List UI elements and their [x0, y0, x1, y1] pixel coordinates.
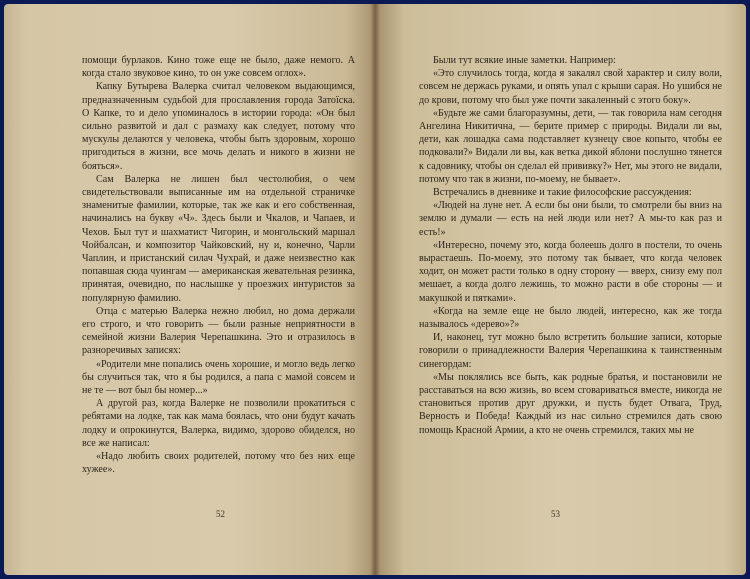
right-paragraph: «Мы поклялись все быть, как родные братья, и постановили не расставаться на всю жизнь, во всем сговариваться вместе, никогда не становиться против друг дружки, и пусть будет Отвага, Труд, Верность и Победа! Каждый из нас сильно стремился дать свою помощь Красной Армии, а кто не очень стремился, таких мы не: [419, 371, 722, 436]
book-spread: [4, 4, 746, 575]
left-paragraph: Капку Бутырева Валерка считал человеком выдающимся, предназначенным судьбой для прославления города Затоїска. О Капке, то и дело упоминалось в истории города: «Он был сильно развитой и дал с размаху как следует, потому что мускулы делаются у человека, чтобы быть здоровым, хорошо пригодиться в жизни, все мочь делать и никого в жизни не бояться».: [82, 81, 355, 172]
left-paragraph: Сам Валерка не лишен был честолюбия, о чем свидетельствовали выписанные им на отдельной страничке знаменитые фамилии, которые, так же как и его собственная, начинались на букву «Ч». Здесь были и Чкалов, и Чапаев, и Чехов. Был тут и шахматист Чигорин, и монгольский маршал Чойбалсан, и композитор Чайковский, ну и, конечно, Чарли Чаплин, и пристанский силач Чухрай, и даже неизвестно как попавшая сюда чуингам — американская жевательная резинка, принятая, очевидно, по наслышке у проезжих интуристов за популярную фамилию.: [82, 173, 355, 304]
left-page: [4, 4, 375, 575]
right-paragraph: И, наконец, тут можно было встретить большие записи, которые говорили о принадлежности Валерия Черепашкина к таинственным синегордам:: [419, 332, 722, 370]
left-page-text: [82, 54, 355, 477]
right-paragraph: «Это случилось тогда, когда я закалял свой характер и силу воли, совсем не держась руками, и опять упал с крыши сарая. Но ушибся не до крови, потому что был уже почти закаленный с этого боку».: [419, 68, 722, 106]
right-page-text: [419, 54, 722, 437]
left-paragraph: А другой раз, когда Валерке не позволили прокатиться с ребятами на лодке, так как мама боялась, что они будут качать лодку и опрокинутся, Валерка, видимо, здорово обиделся, но все же написал:: [82, 398, 355, 449]
page-number-left: 52: [216, 509, 225, 519]
book-gutter: [370, 4, 380, 575]
left-paragraph: «Надо любить своих родителей, потому что без них еще хужее».: [82, 451, 355, 476]
left-paragraph: «Родители мне попались очень хорошие, и могло ведь легко бы случиться так, что я бы родился, а папа с мамой совсем и не те — вот был бы номер...»: [82, 358, 355, 397]
left-paragraph: помощи бурлаков. Кино тоже еще не было, даже немого. А когда стало звуковое кино, то он уже совсем оглох».: [82, 55, 355, 80]
right-paragraph: Встречались в дневнике и такие философские рассуждения:: [433, 187, 692, 199]
right-paragraph: «Будьте же сами благоразумны, дети, — так говорила нам сегодня Ангелина Никитична, — берите пример с природы. Видали ли вы, дети, как лошадка сама подставляет кузнецу свое копыто, чтобы ее подковали?» Видали ли вы, как ветка дикой яблони послушно тянется к садовнику, чтобы он сделал ей прививку?» Нет, мы этого не видали, потому что так в жизни, по-моему, не бывает».: [419, 107, 722, 185]
right-paragraph: «Интересно, почему это, когда болеешь долго в постели, то очень вырастаешь. По-моему, это потому так бывает, что когда человек ходит, он может расти только в одну сторону — вверх, снизу ему пол мешает, а когда долго лежишь, то можно расти в обе стороны — и макушкой и пятками».: [419, 239, 722, 304]
right-paragraph: Были тут всякие иные заметки. Например:: [433, 55, 616, 66]
left-paragraph: Отца с матерью Валерка нежно любил, но дома держали его строго, и что говорить — были разные неприятности в семейной жизни Валерия Черепашкина. Это и отразилось в разноречивых записях:: [82, 305, 355, 357]
right-paragraph: «Когда на земле еще не было людей, интересно, как же тогда называлось «дерево»?»: [419, 305, 722, 331]
page-number-right: 53: [551, 509, 560, 519]
right-paragraph: «Людей на луне нет. А если бы они были, то смотрели бы вниз на землю и думали — есть на ней люди или нет? А мы-то как раз и есть!»: [419, 200, 722, 238]
right-page: [375, 4, 746, 575]
